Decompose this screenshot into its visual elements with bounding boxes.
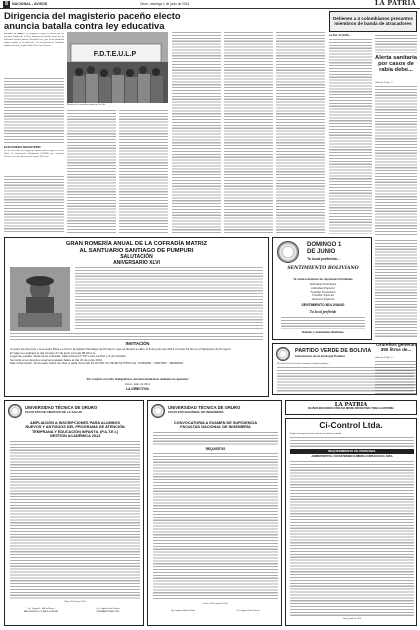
- main-story-lead-text: La dirigencia elegida el viernes por los maestros urbanos de La Paz, instalará una batalla contra la Ley Educativa Avelino Siñani y Elizardo Pérez, que no ha producido ningún cambio en la educación, con la intención de modificar algunos artículos, según declaró José Luis Álvarez.: [4, 33, 64, 47]
- uto-left-date: Oruro, 29 de mayo 2014: [64, 601, 86, 603]
- uto-ingenieria-ad: [147, 400, 282, 626]
- main-story-col3: [119, 110, 168, 234]
- right-headline-line1: Detienen a 4 colombianos presuntos: [332, 16, 414, 21]
- uto-left-title-line1: AMPLIACIÓN A INSCRIPCIONES PARA ALUMNOS: [29, 421, 121, 425]
- domingo-item: Individual Especial: [311, 285, 335, 290]
- uto-center-intro: [153, 432, 278, 446]
- main-story-col5: [224, 32, 273, 234]
- page-header: [0, 0, 420, 9]
- domingo-item: Familiar Especial: [312, 293, 334, 298]
- ci-control-ad: [285, 418, 417, 626]
- partido-body: El Partido Verde de Bolivia comunica a la opinión pública...: [277, 363, 330, 365]
- uto-center-title: [150, 421, 281, 430]
- ci-control-body: [290, 461, 414, 616]
- uto-left-title-line4: GESTIÓN ACADÉMICA 2014: [49, 434, 101, 439]
- main-story-col4: [172, 32, 221, 234]
- uto-center-sign1: Ing. Augusto Mariscal Irala: [170, 610, 196, 612]
- domingo-item: Familiar Económica: [310, 289, 336, 294]
- main-story-dateline: La Paz, 31 (ANF).-: [4, 33, 25, 35]
- romeria-italic-text: [75, 267, 263, 331]
- uto-seal-center: [151, 404, 165, 418]
- alert-kicker: (Viene de la Pág. 1): [375, 82, 393, 84]
- ci-control-req-sub: ADMINISTRATIVO, CON EXPERIENCIA MÍNIMA A EMPLEO EN EL ÁREA: [311, 455, 393, 458]
- uto-left-sign2-role: VICERRECTOR U.T.O.: [96, 610, 120, 613]
- uto-center-date: Oruro, 29 de mayo de 2014: [203, 603, 228, 605]
- santiago-statue-illustration: [10, 267, 70, 331]
- svg-text:F.D.T.E.U.L.P: F.D.T.E.U.L.P: [93, 51, 137, 58]
- romeria-signature: LA DIRECTIVA: [126, 387, 149, 391]
- romeria-inscripcion: Se inicia a los devotos reservar pasajes hasta el día 21 de junio 2014: [10, 357, 103, 362]
- uto-left-title: [7, 421, 143, 439]
- uto-center-university: UNIVERSIDAD TÉCNICA DE ORURO: [168, 405, 241, 410]
- domingo-invite: Te invita a disfrutar de riquísimas Parrilladas: [293, 277, 353, 281]
- domingo-line1: Tu local preferido...: [307, 257, 340, 261]
- uto-left-sign2-name: Lic. Augusto Irala Chacón: [96, 608, 120, 610]
- main-story-col1-body2: [4, 176, 64, 234]
- romeria-details: [10, 348, 265, 366]
- ourenos-body: [375, 361, 417, 396]
- partido-subtitle: Instrumento de la Ecología Política: [295, 354, 345, 358]
- main-headline-line1: Dirigencia del magisterio paceño electo: [4, 10, 181, 21]
- romeria-invitacion-text: A todos los devotos y a la sexta Misa en honor al Apóstol Santiago de Pumpuri, que se llevará a cabo el 8 de junio del 2014 a horas 10:00 en el Santuario de Pumpuri.: [10, 347, 232, 351]
- main-story-subhead-text: En las elecciones del magisterio urbano paceño, ganó el Frente Unico de Renovación Magisterial (FURM) que encabeza Álvarez, con una diferencia de apenas 103 votos.: [4, 150, 64, 158]
- la-patria-ad-slogan: 86 AÑOS EDUCANDO A BOLIVIA DESDE ORURO PARA TODA LA HISTORIA: [308, 407, 394, 411]
- march-photo-illustration: [67, 32, 168, 103]
- uto-left-body: [10, 441, 140, 599]
- page-number: 8: [3, 1, 10, 8]
- uto-left-sign1: [10, 608, 72, 613]
- domingo-closing: Bebidas y Sentimiento Boliviano: [302, 330, 344, 334]
- uto-left-sign1-role: DECANO FAC. CS. DE LA SALUD: [24, 610, 58, 613]
- la-patria-ad: [285, 400, 417, 415]
- main-story-subhead: ELECCIONES MAGISTERIO: [4, 145, 41, 149]
- ourenos-headline: Orureños generan 350 litros de...: [376, 342, 416, 352]
- main-story-photo: [67, 32, 168, 103]
- main-headline: [4, 11, 304, 31]
- la-patria-ad-title: LA PATRIA: [334, 402, 368, 408]
- uto-left-sign2: [77, 608, 139, 613]
- partido-title: PARTIDO VERDE DE BOLIVIA: [295, 348, 372, 354]
- domingo-item: Almuerzo Especial: [311, 297, 335, 302]
- santiago-image: [10, 267, 70, 331]
- domingo-music: SENTIMIENTO BOLIVIANO: [301, 303, 345, 307]
- romeria-motto: "Por conforte con Dios Todopoderoso, derrame bendiciones mediante los Apóstoles": [85, 377, 190, 381]
- romeria-italic-lines: [75, 267, 263, 331]
- domingo-subtitle: DE JUNIO: [307, 249, 336, 255]
- right-col1: [329, 39, 372, 234]
- romeria-title-line2: AL SANTUARIO SANTIAGO DE PUMPURI: [79, 247, 194, 254]
- domingo-address: Tu local preferido: [309, 310, 337, 314]
- domingo-item: Individual Económica: [309, 282, 337, 286]
- main-story-col1-body: [4, 78, 64, 143]
- uto-center-title-line1: CONVOCATORIA A EXAMEN DE SUFICIENCIA: [173, 421, 258, 425]
- newspaper-logo: LA PATRIA: [374, 0, 416, 7]
- uto-center-faculty: FACULTAD NACIONAL DE INGENIERÍA: [168, 410, 224, 414]
- ourenos-kicker: (Viene de la Pág. 1): [375, 357, 393, 359]
- uto-center-sign2: Lic. Augusto Irala Chacón: [236, 610, 260, 612]
- main-story-col2: [67, 110, 116, 234]
- photo-caption: Marcha de los maestros urbanos de La Paz.: [67, 104, 106, 106]
- partido-verde-logo: [276, 347, 290, 361]
- uto-center-req-title: REQUISITOS: [205, 447, 226, 451]
- uto-left-faculty: FACULTAD DE CIENCIAS DE LA SALUD: [25, 410, 82, 414]
- right-headline-line2: miembros de banda de atracadores: [334, 21, 412, 27]
- romeria-invitacion: INVITACIÓN: [125, 341, 150, 346]
- romeria-info: Mas Información: En la sede todos los días a partir de horas 19:00 Telf. 52-33100 5277503 Cel. 72453050 - 73847847 - 68265562: [10, 361, 184, 366]
- uto-center-title-line2: FACULTAD NACIONAL DE INGENIERÍA: [180, 425, 251, 430]
- romeria-aniversario: ANIVERSARIO XLVI: [113, 259, 160, 266]
- logo-circle: [277, 241, 299, 263]
- section-name: NACIONAL - AVISOS: [12, 2, 48, 6]
- romeria-body-lines: [10, 333, 263, 341]
- ci-control-intro-lines: [290, 437, 414, 447]
- main-headline-line2: anuncia batalla contra ley educativa: [4, 20, 165, 31]
- uto-left-title-line2: NUEVOS Y ANTIGUOS DEL PROGRAMA DE ATENCIÓN: [25, 425, 125, 430]
- right-headline-box: [329, 11, 417, 32]
- domingo-items: [276, 283, 370, 302]
- romeria-ad: [4, 237, 269, 397]
- ci-control-intro: Requiere incorporar técnico eléctrico-electrónico o similar.: [290, 433, 342, 435]
- ci-control-company: Ci-Control Ltda.: [319, 420, 383, 430]
- issue-date: Oruro, domingo 1 de junio de 2014: [140, 1, 190, 6]
- domingo-address-lines: [281, 317, 365, 329]
- right-col2-top: [375, 35, 417, 53]
- right-col2-mid: [375, 86, 417, 236]
- right-dateline: La Paz, 31 (EFE).-: [329, 34, 351, 37]
- uto-left-sign1-name: Lic. Virginia L. Mallea Pinaya: [27, 608, 55, 610]
- right-col-bottom: [375, 240, 417, 338]
- domingo-ad: [272, 237, 372, 340]
- romeria-title-line1: GRAN ROMERÍA ANUAL DE LA COFRADÍA MATRIZ: [65, 241, 208, 247]
- alert-headline: Alerta sanitaria por casos de rabia debe...: [375, 55, 417, 74]
- romeria-lugar: Lugar de partida: Sede de la Cofradía, calle Aroma N° 517 entre La Paz y 6 de Octubre: [10, 354, 126, 359]
- romeria-salutacion: SALUTACIÓN: [120, 254, 153, 261]
- uto-center-body: [153, 453, 278, 601]
- uto-seal-left: [8, 404, 22, 418]
- ci-control-footer: Oruro, junio de 2014: [342, 618, 362, 620]
- domingo-title: DOMINGO 1: [307, 242, 342, 248]
- romeria-reunion: El viaje se realizará el día viernes 27 de junio a horas 05:00 a.m.: [10, 350, 97, 355]
- ci-control-req-bar: REQUERIMIENTO DE PERSONAL: [290, 449, 414, 454]
- main-story-col6: [276, 32, 325, 234]
- romeria-place-date: Oruro, junio de 2014: [124, 382, 151, 386]
- domingo-brand: SENTIMIENTO BOLIVIANO: [287, 266, 359, 271]
- uto-left-title-line3: TEMPRANA Y EDUCACIÓN INFANTIL (P.A.T.E.I.): [31, 429, 119, 434]
- uto-left-university: UNIVERSIDAD TÉCNICA DE ORURO: [25, 405, 98, 410]
- uto-salud-ad: [4, 400, 144, 626]
